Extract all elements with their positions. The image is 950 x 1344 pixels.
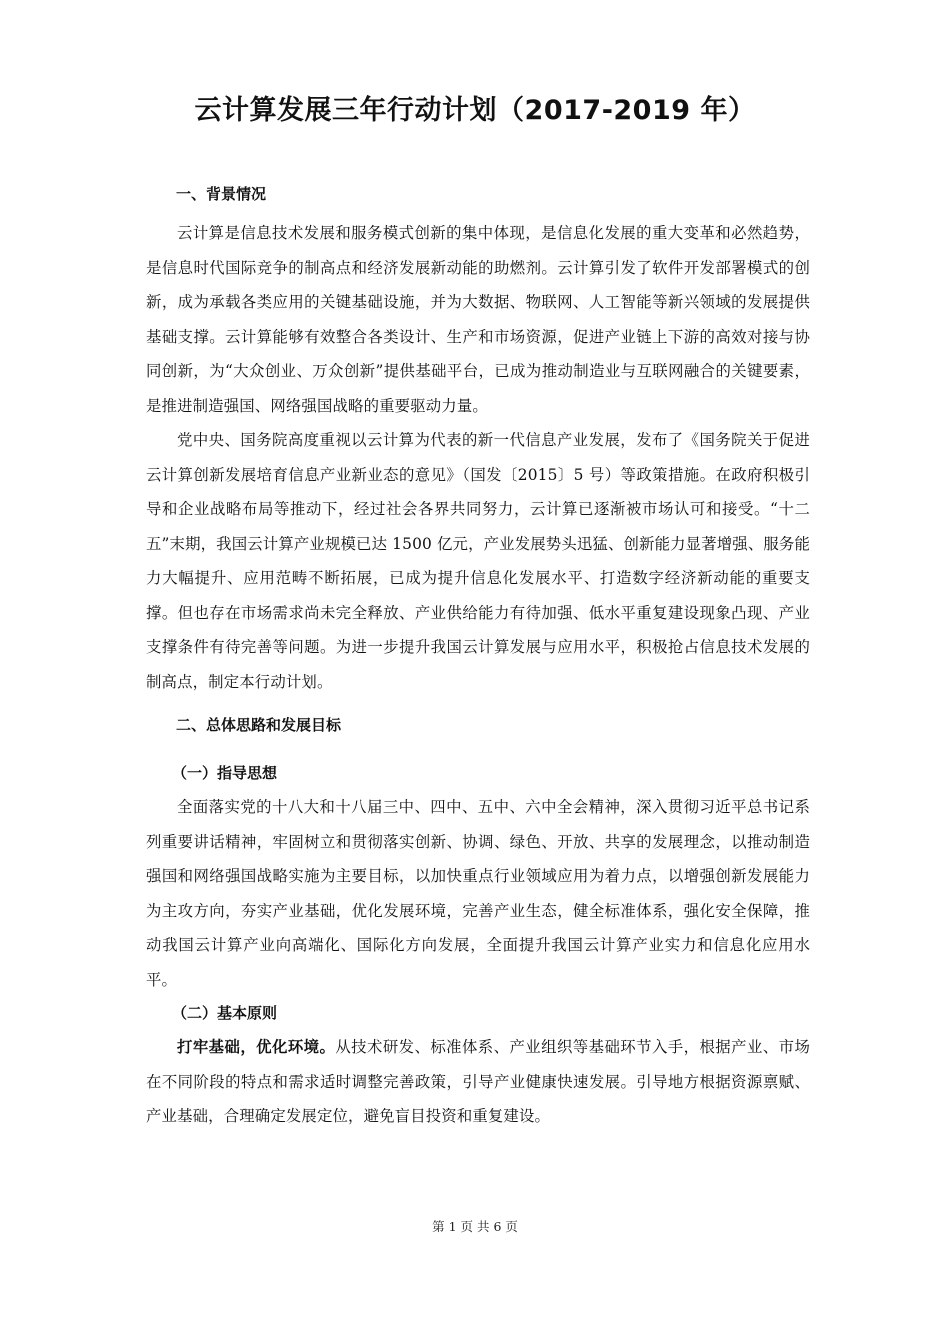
- paragraph-background-2: 党中央、国务院高度重视以云计算为代表的新一代信息产业发展，发布了《国务院关于促进云计算创新发展培育信息产业新业态的意见》（国发〔2015〕5 号）等政策措施。在政府积极引导和企业战略布局等推动下，经过社会各界共同努力，云计算已逐渐被市场认可和接受。“十二五”末期，我国云计算产业规模已达 1500 亿元，产业发展势头迅猛、创新能力显著增强、服务能力大幅提升、应用范畴不断拓展，已成为提升信息化发展水平、打造数字经济新动能的重要支撑。但也存在市场需求尚未完全释放、产业供给能力有待加强、低水平重复建设现象凸现、产业支撑条件有待完善等问题。为进一步提升我国云计算发展与应用水平，积极抢占信息技术发展的制高点，制定本行动计划。: [146, 431, 810, 691]
- paragraph-background-1: 云计算是信息技术发展和服务模式创新的集中体现，是信息化发展的重大变革和必然趋势，是信息时代国际竞争的制高点和经济发展新动能的助燃剂。云计算引发了软件开发部署模式的创新，成为承载各类应用的关键基础设施，并为大数据、物联网、人工智能等新兴领域的发展提供基础支撑。云计算能够有效整合各类设计、生产和市场资源，促进产业链上下游的高效对接与协同创新，为“大众创业、万众创新”提供基础平台，已成为推动制造业与互联网融合的关键要素，是推进制造强国、网络强国战略的重要驱动力量。: [146, 224, 810, 415]
- paragraph-basic-principles-1: [146, 1030, 810, 1134]
- principle-body-text: 从技术研发、标准体系、产业组织等基础环节入手，根据产业、市场在不同阶段的特点和需求适时调整完善政策，引导产业健康快速发展。引导地方根据资源禀赋、产业基础，合理确定发展定位，避免盲目投资和重复建设。: [146, 1038, 810, 1125]
- document-body: [146, 184, 810, 1134]
- paragraph-guiding-thought: 全面落实党的十八大和十八届三中、四中、五中、六中全会精神，深入贯彻习近平总书记系列重要讲话精神，牢固树立和贯彻落实创新、协调、绿色、开放、共享的发展理念，以推动制造强国和网络强国战略实施为主要目标，以加快重点行业领域应用为着力点，以增强创新发展能力为主攻方向，夯实产业基础，优化发展环境，完善产业生态，健全标准体系，强化安全保障，推动我国云计算产业向高端化、国际化方向发展，全面提升我国云计算产业实力和信息化应用水平。: [146, 798, 810, 989]
- subsection-heading-basic-principles: （二）基本原则: [172, 1004, 278, 1022]
- subsection-heading-guiding-thought: （一）指导思想: [172, 764, 278, 782]
- section-heading-background: 一、背景情况: [176, 185, 267, 203]
- principle-lead-text: 打牢基础，优化环境。: [177, 1038, 336, 1056]
- section-heading-overall: 二、总体思路和发展目标: [176, 716, 342, 734]
- document-title: 云计算发展三年行动计划（2017-2019 年）: [194, 95, 756, 126]
- page-footer: 第 1 页 共 6 页: [432, 1219, 518, 1234]
